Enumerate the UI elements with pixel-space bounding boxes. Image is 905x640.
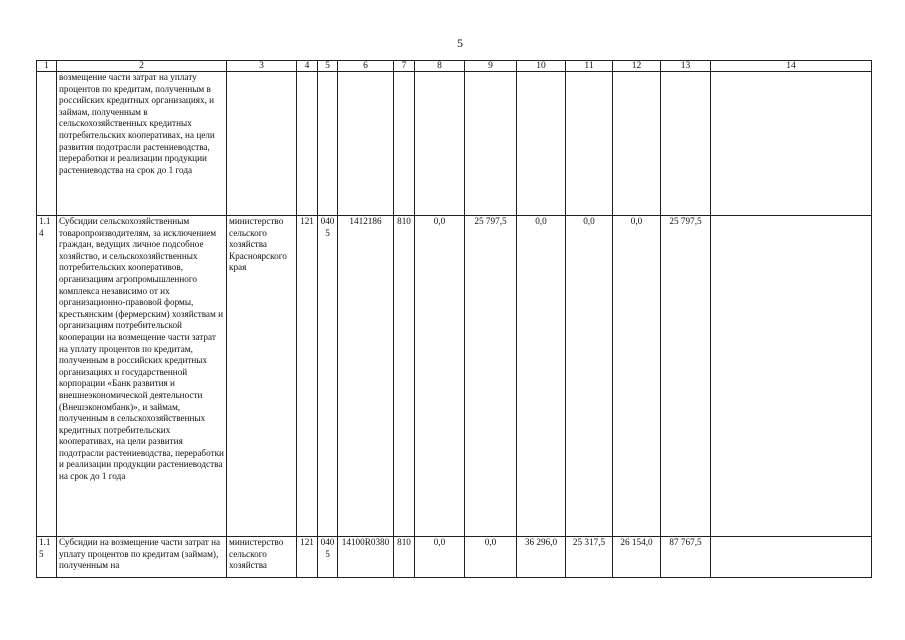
table-row — [37, 537, 872, 578]
cell-c13: 87 767,5 — [661, 537, 711, 578]
cell-c9: 25 797,5 — [465, 216, 517, 537]
page-number: 5 — [457, 36, 463, 50]
cell-c4: 121 — [297, 216, 318, 537]
cell-c14 — [711, 537, 872, 578]
column-header: 13 — [661, 61, 711, 72]
cell-c11 — [566, 72, 613, 216]
row-executor — [227, 72, 297, 216]
cell-c4 — [297, 72, 318, 216]
column-header: 2 — [57, 61, 227, 72]
cell-c9 — [465, 72, 517, 216]
table-row — [37, 216, 872, 537]
row-number — [37, 72, 57, 216]
cell-c12 — [613, 72, 661, 216]
cell-c11: 0,0 — [566, 216, 613, 537]
cell-c5: 0405 — [318, 216, 338, 537]
column-header: 5 — [318, 61, 338, 72]
table-row — [37, 72, 872, 216]
cell-c14 — [711, 216, 872, 537]
cell-c9: 0,0 — [465, 537, 517, 578]
cell-c7: 810 — [394, 537, 415, 578]
budget-table — [36, 60, 872, 578]
cell-c13: 25 797,5 — [661, 216, 711, 537]
column-header: 6 — [338, 61, 394, 72]
cell-c5: 0405 — [318, 537, 338, 578]
cell-c6: 1412186 — [338, 216, 394, 537]
cell-c7: 810 — [394, 216, 415, 537]
row-number: 1.14 — [37, 216, 57, 537]
column-header: 14 — [711, 61, 872, 72]
cell-c10: 36 296,0 — [517, 537, 566, 578]
column-header: 7 — [394, 61, 415, 72]
row-number: 1.15 — [37, 537, 57, 578]
column-header: 8 — [415, 61, 465, 72]
cell-c12: 0,0 — [613, 216, 661, 537]
column-header: 11 — [566, 61, 613, 72]
cell-c6 — [338, 72, 394, 216]
column-header: 4 — [297, 61, 318, 72]
row-executor: министерство сельского хозяйства — [227, 537, 297, 578]
column-header: 12 — [613, 61, 661, 72]
row-description: Субсидии сельскохозяйственным товаропроизводителям, за исключением граждан, ведущих личное подсобное хозяйство, и сельскохозяйственных потребительских кооперативов, организациям агропромышленного комплекса независимо от их организационно-правовой формы, крестьянским (фермерским) хозяйствам и организациям потребительской кооперации на возмещение части затрат на уплату процентов по кредитам, полученным в российских кредитных организациях и государственной корпорации «Банк развития и внешнеэкономической деятельности (Внешэкономбанк)», и займам, полученным в сельскохозяйственных кредитных потребительских кооперативах, на цели развития подотрасли растениеводства, переработки и реализации продукции растениеводства на срок до 1 года — [57, 216, 227, 537]
column-header: 3 — [227, 61, 297, 72]
cell-c10: 0,0 — [517, 216, 566, 537]
cell-c12: 26 154,0 — [613, 537, 661, 578]
cell-c4: 121 — [297, 537, 318, 578]
cell-c8 — [415, 72, 465, 216]
header-row — [37, 61, 872, 72]
column-header: 9 — [465, 61, 517, 72]
cell-c14 — [711, 72, 872, 216]
column-header: 1 — [37, 61, 57, 72]
cell-c11: 25 317,5 — [566, 537, 613, 578]
cell-c6: 14100R0380 — [338, 537, 394, 578]
cell-c10 — [517, 72, 566, 216]
cell-c8: 0,0 — [415, 537, 465, 578]
column-header: 10 — [517, 61, 566, 72]
row-executor: министерство сельского хозяйства Красноярского края — [227, 216, 297, 537]
cell-c5 — [318, 72, 338, 216]
row-description: возмещение части затрат на уплату процентов по кредитам, полученным в российских кредитных организациях, и займам, полученным в сельскохозяйственных кредитных потребительских кооперативах, на цели развития подотрасли растениеводства, переработки и реализации продукции растениеводства на срок до 1 года — [57, 72, 227, 216]
cell-c8: 0,0 — [415, 216, 465, 537]
row-description: Субсидии на возмещение части затрат на уплату процентов по кредитам (займам), полученным на — [57, 537, 227, 578]
cell-c7 — [394, 72, 415, 216]
cell-c13 — [661, 72, 711, 216]
